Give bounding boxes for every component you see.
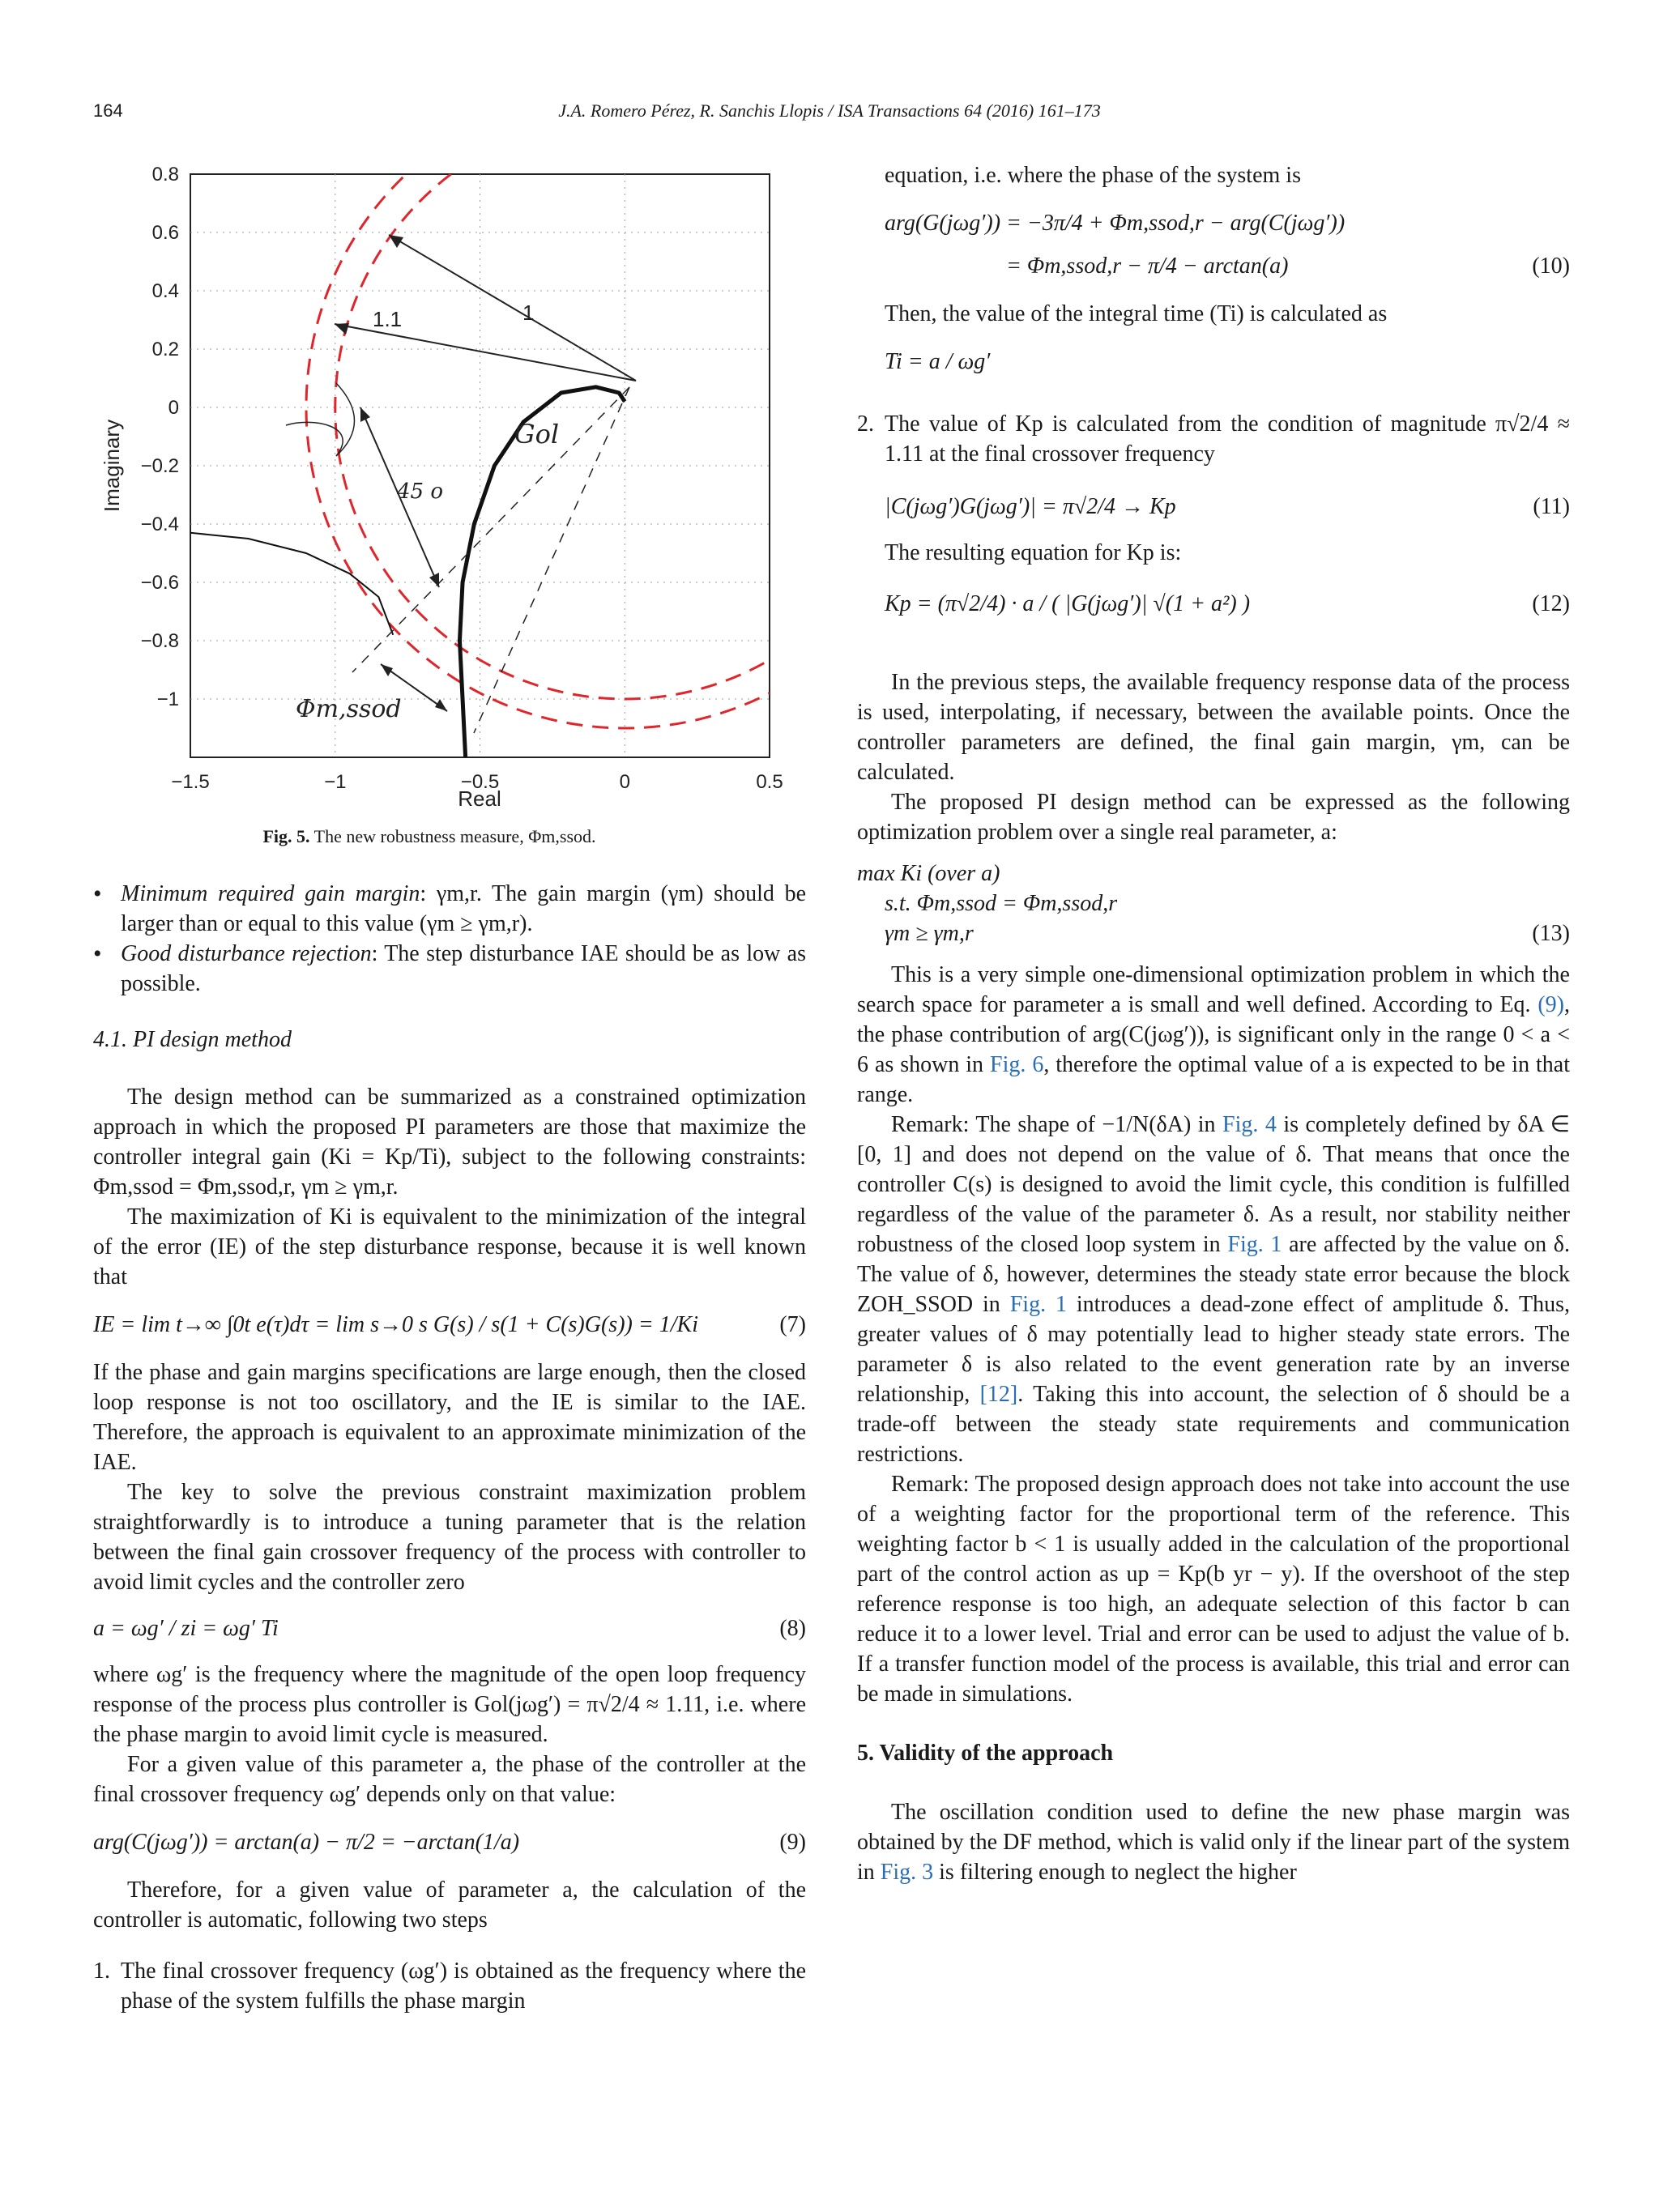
bullet-term: Minimum required gain margin [121, 881, 420, 906]
y-tick-label: 0.6 [151, 222, 179, 244]
equation-body: Kp = (π√2/4) · a / ( |G(jωg′)| √(1 + a²) ) [885, 591, 1251, 616]
caption-text: The new robustness measure, Φm,ssod. [313, 826, 596, 846]
equation-body: γm ≥ γm,r [885, 921, 974, 946]
fig-3-link[interactable]: Fig. 3 [880, 1860, 934, 1885]
unit-circles [306, 158, 822, 728]
y-tick-label: 0.8 [151, 164, 179, 185]
equation-12 [885, 589, 1570, 619]
x-tick-label: −0.5 [460, 771, 500, 793]
equation-number: (9) [779, 1830, 806, 1855]
paragraph: The resulting equation for Kp is: [885, 540, 1182, 565]
equation-8 [93, 1613, 806, 1643]
equation-number: (12) [1532, 591, 1570, 616]
y-tick-label: 0.2 [151, 339, 179, 360]
y-tick-label: −0.6 [140, 572, 179, 594]
text-run: . Taking this into account, the selection of δ should be a trade-off between the steady state requirements and communication restrictions. [857, 1382, 1571, 1467]
equation-body: arg(C(jωg′)) = arctan(a) − π/2 = −arctan(1/a) [93, 1830, 520, 1855]
bullet-text [121, 939, 806, 999]
fig-4-link[interactable]: Fig. 4 [1222, 1112, 1277, 1137]
radius-1-line [389, 235, 636, 381]
right-column [857, 160, 1570, 1887]
x-tick-label: −1.5 [171, 771, 210, 793]
equation-number: (8) [779, 1616, 806, 1641]
bullet-gain-margin [93, 879, 806, 939]
step-text: The final crossover frequency (ωg′) is obtained as the frequency where the phase of the system fulfills the phase margin [121, 1958, 806, 2014]
paragraph [857, 1110, 1570, 1469]
y-tick-label: −0.4 [140, 514, 179, 535]
text-run: is completely defined by δA ∈ [0, 1] and does not depend on the value of δ. That means that once the controller C(s) is designed to avoid the limit cycle, this condition is fulfilled regardless of the value of the parameter δ. As a result, nor stability neither robustness of the closed loop system in [857, 1112, 1570, 1257]
plot-series [190, 387, 625, 757]
equation-10 [885, 208, 1570, 281]
annotation-1: 1 [522, 300, 535, 325]
annotation-45: 45 o [397, 479, 444, 504]
paragraph [857, 1797, 1570, 1887]
equation-line: max Ki (over a) [857, 861, 1000, 886]
bullet-dot: • [93, 880, 102, 907]
bullet-dot: • [93, 940, 102, 967]
plot-grid [190, 174, 770, 757]
paragraph [857, 960, 1570, 1110]
arrowhead-phi-bot [435, 699, 447, 711]
y-tick-label: 0 [168, 397, 179, 419]
annotation-phi: Φm,ssod [296, 695, 402, 723]
fig-1-link[interactable]: Fig. 1 [1009, 1292, 1067, 1317]
paragraph: The proposed PI design method can be expressed as the following optimization problem over a single real parameter, a: [857, 790, 1570, 845]
equation-ti: Ti = a / ωg′ [885, 349, 991, 374]
fig-6-link[interactable]: Fig. 6 [990, 1052, 1044, 1077]
paragraph: Then, the value of the integral time (Ti) is calculated as [885, 301, 1388, 326]
step-text: The value of Kp is calculated from the condition of magnitude π√2/4 ≈ 1.11 at the final crossover frequency [885, 411, 1570, 467]
paragraph: where ωg′ is the frequency where the magnitude of the open loop frequency response of the process plus controller is Gol(jωg′) = π√2/4 ≈ 1.11, i.e. where the phase margin to avoid limit cycle is measured. [93, 1662, 806, 1747]
equation-9 [93, 1827, 806, 1857]
eq-9-link[interactable]: (9) [1537, 992, 1564, 1017]
y-tick-label: −1 [156, 688, 179, 710]
step-item-1 [93, 1956, 806, 2016]
y-tick-label: 0.4 [151, 280, 179, 302]
paragraph: If the phase and gain margins specifications are large enough, then the closed loop response is not too oscillatory, and the IE is similar to the IAE. Therefore, the approach is equivalent to an approximate minimization of the IAE. [93, 1360, 806, 1475]
paragraph: For a given value of this parameter a, the phase of the controller at the final crossover frequency ωg′ depends only on that value: [93, 1752, 806, 1807]
equation-body: = Φm,ssod,r − π/4 − arctan(a) [1006, 254, 1289, 279]
x-axis-label: Real [458, 786, 501, 811]
equation-number: (11) [1533, 494, 1570, 519]
paragraph: Therefore, for a given value of parameter a, the calculation of the controller is automatic, following two steps [93, 1877, 806, 1933]
nyquist-figure [93, 158, 822, 822]
text-run: , the phase contribution of arg(C(jωg′)), is significant only in the range 0 < a < 6 as shown in [857, 992, 1570, 1077]
text-run: , therefore the optimal value of a is expected to be in that range. [857, 1052, 1571, 1107]
equation-number: (13) [1532, 921, 1570, 946]
left-column [93, 879, 806, 2016]
bullet-body: : γm,r. The gain margin (γm) should be larger than or equal to this value (γm ≥ γm,r). [121, 881, 806, 936]
annotation-1.1: 1.1 [373, 307, 403, 331]
running-title: J.A. Romero Pérez, R. Sanchis Llopis / ISA Transactions 64 (2016) 161–173 [558, 100, 1101, 121]
equation-body: IE = lim t→∞ ∫0t e(τ)dτ = lim s→0 s G(s) / s(1 + C(s)G(s)) = 1/Ki [93, 1312, 698, 1337]
equation-number: (7) [779, 1312, 806, 1337]
step-number: 2. [857, 411, 874, 437]
arrowhead-phi-top [381, 664, 393, 676]
equation-line [885, 251, 1570, 281]
paragraph: Remark: The proposed design approach does not take into account the use of a weighting factor for the proportional term of the reference. This weighting factor b < 1 is usually added in the calculation of the proportional part of the control action as up = Kp(b yr − y). If the overshoot of the step reference response is too high, an adequate selection of this factor b can reduce it to a lower level. Trial and error can be used to adjust the value of b. If a transfer function model of the process is available, this trial and error can be made in simulations. [857, 1472, 1570, 1707]
y-tick-label: −0.8 [140, 630, 179, 652]
y-axis-label: Imaginary [100, 419, 124, 513]
paragraph: The design method can be summarized as a constrained optimization approach in which the proposed PI parameters are those that maximize the controller integral gain (Ki = Kp/Ti), subject to the following constraints: Φm,ssod = Φm,ssod,r, γm ≥ γm,r. [93, 1085, 806, 1200]
radius-1.1-line [335, 324, 636, 381]
equation-13 [857, 859, 1570, 948]
ref-12-link[interactable]: [12] [979, 1382, 1018, 1407]
y-tick-label: −0.2 [140, 455, 179, 477]
equation-body: |C(jωg′)G(jωg′)| = π√2/4 → Kp [885, 494, 1176, 519]
subsection-heading: 4.1. PI design method [93, 1027, 292, 1052]
equation-11 [885, 492, 1570, 522]
equation-line: s.t. Φm,ssod = Φm,ssod,r [885, 891, 1118, 916]
paragraph: equation, i.e. where the phase of the system is [885, 163, 1301, 188]
bullet-body: : The step disturbance IAE should be as low as possible. [121, 941, 807, 996]
bullet-disturbance [93, 939, 806, 999]
paragraph: In the previous steps, the available frequency response data of the process is used, interpolating, if necessary, between the available points. Once the controller parameters are defined, the final gain margin, γm, can be calculated. [857, 670, 1570, 785]
dashed-circle [306, 158, 822, 728]
equation-line: arg(G(jωg′)) = −3π/4 + Φm,ssod,r − arg(C(jωg′)) [885, 211, 1346, 236]
page-number: 164 [93, 100, 123, 121]
section-heading: 5. Validity of the approach [857, 1741, 1114, 1766]
text-run: are affected by the value on δ. The value of δ, however, determines the steady state error because the block ZOH_SSOD in [857, 1232, 1570, 1317]
step-item-2 [857, 409, 1570, 469]
step-number: 1. [93, 1958, 110, 1984]
equation-body: a = ωg′ / zi = ωg′ Ti [93, 1616, 279, 1641]
ripple-locus [336, 383, 355, 456]
equation-number: (10) [1532, 254, 1570, 279]
arrowhead-1.1 [335, 323, 349, 335]
text-run: This is a very simple one-dimensional optimization problem in which the search space for parameter a is small and well defined. According to Eq. [857, 962, 1570, 1017]
fig-1-link[interactable]: Fig. 1 [1227, 1232, 1282, 1257]
bullet-text [121, 879, 806, 939]
caption-label: Fig. 5. [262, 826, 310, 846]
equation-line [857, 918, 1570, 948]
text-run: The oscillation condition used to define the new phase margin was obtained by the DF method, which is valid only if the linear part of the system in [857, 1800, 1570, 1885]
dashed-circle [335, 158, 822, 699]
text-run: is filtering enough to neglect the higher [933, 1860, 1297, 1885]
x-tick-label: 0.5 [756, 771, 783, 793]
paragraph: The key to solve the previous constraint maximization problem straightforwardly is to introduce a tuning parameter that is the relation between the final gain crossover frequency of the process with controller to avoid limit cycles and the controller zero [93, 1480, 806, 1595]
annotation-gol: Gol [514, 419, 560, 450]
ripple-tail [286, 422, 343, 456]
series-locus [190, 533, 393, 635]
paragraph: The maximization of Ki is equivalent to the minimization of the integral of the error (IE) of the step disturbance response, because it is well known that [93, 1204, 806, 1289]
bullet-term: Good disturbance rejection [121, 941, 372, 966]
x-tick-label: −1 [324, 771, 347, 793]
equation-7 [93, 1310, 806, 1340]
text-run: Remark: The shape of −1/N(δA) in [891, 1112, 1223, 1137]
figure-caption [0, 826, 859, 847]
x-tick-label: 0 [619, 771, 630, 793]
text-run: introduces a dead-zone effect of amplitude δ. Thus, greater values of δ may potentially lead to higher steady state errors. The parameter δ is also related to the event generation rate by an inverse relationship, [857, 1292, 1570, 1407]
